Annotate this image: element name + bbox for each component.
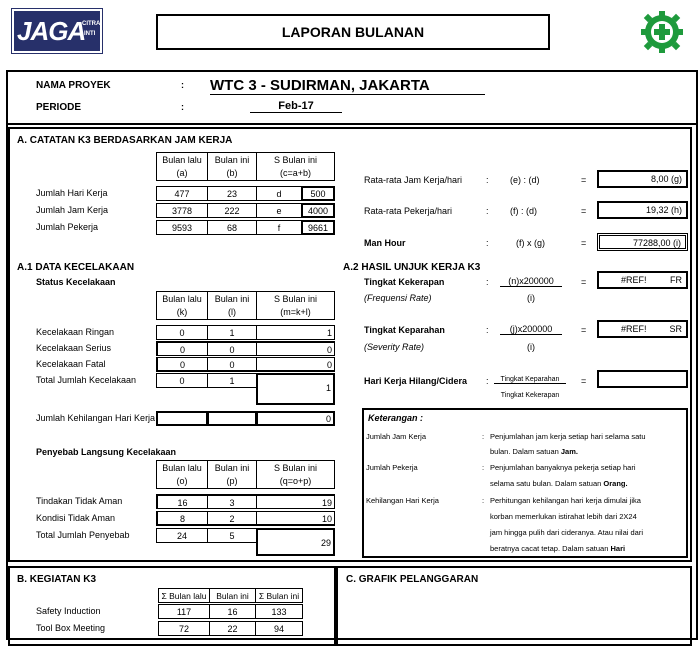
ratio-label: Man Hour: [364, 238, 406, 248]
report-title: LAPORAN BULANAN: [281, 24, 425, 40]
a1-row-value-m: 0: [256, 357, 335, 372]
cause-row-value-o: 8: [156, 511, 208, 526]
cause-row-value-p: 2: [207, 511, 257, 526]
a-row-letter: f: [256, 220, 302, 235]
section-b-title: B. KEGIATAN K3: [17, 574, 97, 585]
freq-rate-label: Tingkat Kekerapan: [364, 277, 445, 287]
lost-days-empty-cell: [156, 411, 208, 426]
sev-value: #REF!: [621, 324, 647, 334]
a-row-label: Jumlah Jam Kerja: [36, 205, 109, 215]
note-line: [490, 544, 625, 553]
a1-row-value-k: 0: [156, 357, 208, 372]
a1-subheader-k: (k): [156, 305, 208, 320]
section-a2-title: A.2 HASIL UNJUK KERJA K3: [343, 262, 481, 273]
project-colon-1: :: [181, 80, 184, 90]
b-row-value-b: 22: [209, 621, 256, 636]
a-row-letter: d: [256, 186, 302, 201]
company-logo: [12, 9, 102, 53]
sev-formula-bottom: (i): [527, 342, 535, 352]
a1-row-label: Kecelakaan Fatal: [36, 359, 106, 369]
a-row-value-a: 9593: [156, 220, 208, 235]
a-row-value-c: 500: [301, 186, 335, 201]
a1-row-value-k: 0: [156, 373, 208, 388]
sev-code: SR: [669, 324, 682, 334]
ratio-value: 19,32 (h): [597, 201, 688, 219]
cause-header-sum: S Bulan ini: [256, 460, 335, 475]
note-term: Jumlah Jam Kerja: [366, 432, 427, 441]
lost-injury-equals: =: [581, 376, 587, 386]
note-term: Kehilangan Hari Kerja: [366, 496, 439, 505]
a1-header-bulan-lalu: Bulan lalu: [156, 291, 208, 306]
status-kecelakaan-subtitle: Status Kecelakaan: [36, 277, 116, 287]
note-line: Perhitungan kehilangan hari kerja dimulai jika: [490, 496, 641, 505]
notes-title: Keterangan :: [368, 413, 424, 423]
cause-row-value-o: 16: [156, 494, 208, 509]
a1-row-value-l: 0: [207, 341, 257, 356]
note-line-text: bulan. Dalam satuan: [490, 447, 561, 456]
section-a-title: A. CATATAN K3 BERDASARKAN JAM KERJA: [17, 135, 233, 146]
cause-row-value-q: 29: [256, 528, 335, 556]
note-line: Penjumlahan banyaknya pekerja setiap hari: [490, 463, 636, 472]
section-c-title: C. GRAFIK PELANGGARAN: [346, 574, 479, 585]
ratio-equals: =: [581, 206, 587, 216]
a1-row-value-k: 0: [156, 341, 208, 356]
note-line: [490, 447, 578, 456]
a1-row-value-m: 1: [256, 325, 335, 340]
ratio-colon: :: [486, 238, 489, 248]
cause-row-label: Total Jumlah Penyebab: [36, 530, 130, 540]
a-row-label: Jumlah Hari Kerja: [36, 188, 108, 198]
b-header-sum-bulan-lalu: Σ Bulan lalu: [158, 588, 210, 603]
logo-main-text: JAGA: [17, 16, 86, 46]
b-header-bulan-ini: Bulan ini: [209, 588, 256, 603]
lost-days-value: 0: [256, 411, 335, 426]
freq-value: #REF!: [621, 275, 647, 285]
b-row-value-a: 117: [158, 604, 210, 619]
sev-colon: :: [486, 325, 489, 335]
cause-row-value-p: 3: [207, 494, 257, 509]
a1-row-value-l: 1: [207, 325, 257, 340]
sev-rate-sub: (Severity Rate): [364, 342, 425, 352]
logo-sub-text-1: CITRA: [82, 21, 101, 27]
period-label: PERIODE: [36, 102, 82, 113]
cause-row-label: Kondisi Tidak Aman: [36, 513, 116, 523]
a-header-bulan-lalu: Bulan lalu: [156, 152, 208, 167]
a-row-value-c: 4000: [301, 203, 335, 218]
lost-injury-label: Hari Kerja Hilang/Cidera: [364, 376, 468, 386]
ratio-value: 8,00 (g): [597, 170, 688, 188]
ratio-label: Rata-rata Pekerja/hari: [364, 206, 453, 216]
b-row-value-a: 72: [158, 621, 210, 636]
project-name-label: NAMA PROYEK: [36, 80, 111, 91]
note-line: jam hingga pulih dari cideranya. Atau nilai dari: [490, 528, 644, 537]
lost-injury-value-box: [597, 370, 688, 388]
logo-sub-text-2: INTI: [84, 31, 96, 37]
freq-formula-bottom: (i): [527, 293, 535, 303]
b-row-value-b: 16: [209, 604, 256, 619]
cause-row-label: Tindakan Tidak Aman: [36, 496, 123, 506]
freq-value-box: [597, 271, 688, 289]
lost-injury-bottom: Tingkat Kekerapan: [500, 392, 560, 399]
a-row-value-a: 477: [156, 186, 208, 201]
freq-formula-top: (n)x200000: [500, 276, 562, 287]
a1-row-value-l: 1: [207, 373, 257, 388]
ratio-formula: (f) : (d): [510, 206, 537, 216]
cause-header-bulan-ini: Bulan ini: [207, 460, 257, 475]
report-title-box: [156, 14, 550, 50]
cause-subheader-q: (q=o+p): [256, 474, 335, 489]
cause-row-value-p: 5: [207, 528, 257, 543]
cause-subheader-o: (o): [156, 474, 208, 489]
a1-row-value-k: 0: [156, 325, 208, 340]
a-header-bulan-ini: Bulan ini: [207, 152, 257, 167]
note-unit: Jam.: [560, 447, 578, 456]
ratio-value: 77288,00 (i): [597, 233, 688, 251]
cause-title: Penyebab Langsung Kecelakaan: [36, 447, 177, 457]
a1-subheader-l: (l): [207, 305, 257, 320]
note-colon: :: [482, 463, 485, 472]
sev-value-box: [597, 320, 688, 338]
lost-days-empty-cell: [207, 411, 257, 426]
a-row-label: Jumlah Pekerja: [36, 222, 99, 232]
note-line: korban memerlukan istirahat lebih dari 2X24: [490, 512, 637, 521]
a1-row-label: Total Jumlah Kecelakaan: [36, 375, 137, 385]
note-line-text: selama satu bulan. Dalam satuan: [490, 479, 604, 488]
note-line: Penjumlahan jam kerja setiap hari selama satu: [490, 432, 646, 441]
cause-row-value-o: 24: [156, 528, 208, 543]
ratio-formula: (f) x (g): [516, 238, 545, 248]
a1-row-value-m: 0: [256, 341, 335, 356]
lost-days-label: Jumlah Kehilangan Hari Kerja: [36, 413, 156, 423]
ratio-formula: (e) : (d): [510, 175, 540, 185]
b-row-label: Tool Box Meeting: [36, 623, 106, 633]
a-row-value-a: 3778: [156, 203, 208, 218]
a1-row-label: Kecelakaan Ringan: [36, 327, 115, 337]
b-row-value-c: 94: [255, 621, 303, 636]
a-subheader-c: (c=a+b): [256, 166, 335, 181]
a-row-value-b: 23: [207, 186, 257, 201]
a1-header-bulan-ini: Bulan ini: [207, 291, 257, 306]
ratio-label: Rata-rata Jam Kerja/hari: [364, 175, 463, 185]
note-line: [490, 479, 628, 488]
a1-row-value-l: 0: [207, 357, 257, 372]
cause-row-value-q: 10: [256, 511, 335, 526]
a-row-value-b: 222: [207, 203, 257, 218]
sev-equals: =: [581, 325, 587, 335]
note-line-text: beratnya cacat tetap. Dalam satuan: [490, 544, 611, 553]
lost-injury-colon: :: [486, 376, 489, 386]
project-name-value: WTC 3 - SUDIRMAN, JAKARTA: [210, 77, 485, 95]
ratio-equals: =: [581, 175, 587, 185]
b-row-value-c: 133: [255, 604, 303, 619]
a-row-value-c: 9661: [301, 220, 335, 235]
note-colon: :: [482, 432, 485, 441]
a1-subheader-m: (m=k+l): [256, 305, 335, 320]
a-subheader-a: (a): [156, 166, 208, 181]
ratio-colon: :: [486, 206, 489, 216]
note-colon: :: [482, 496, 485, 505]
a-header-sum-bulan-ini: S Bulan ini: [256, 152, 335, 167]
sev-formula-top: (j)x200000: [500, 324, 562, 335]
project-colon-2: :: [181, 102, 184, 112]
sev-rate-label: Tingkat Keparahan: [364, 325, 445, 335]
cause-subheader-p: (p): [207, 474, 257, 489]
note-unit: Hari: [610, 544, 626, 553]
b-header-sum-bulan-ini: Σ Bulan ini: [255, 588, 303, 603]
a-subheader-b: (b): [207, 166, 257, 181]
ratio-colon: :: [486, 175, 489, 185]
a1-row-value-m: 1: [256, 373, 335, 405]
ratio-equals: =: [581, 238, 587, 248]
period-value: Feb-17: [250, 100, 342, 113]
a-row-letter: e: [256, 203, 302, 218]
note-unit: Orang.: [603, 479, 628, 488]
cause-header-bulan-lalu: Bulan lalu: [156, 460, 208, 475]
section-a1-title: A.1 DATA KECELAKAAN: [17, 262, 135, 273]
freq-equals: =: [581, 277, 587, 287]
a1-header-sum-bulan-ini: S Bulan ini: [256, 291, 335, 306]
a1-row-label: Kecelakaan Serius: [36, 343, 112, 353]
note-term: Jumlah Pekerja: [366, 463, 418, 472]
freq-rate-sub: (Frequensi Rate): [364, 293, 432, 303]
freq-colon: :: [486, 277, 489, 287]
freq-code: FR: [670, 275, 682, 285]
b-row-label: Safety Induction: [36, 606, 101, 616]
cause-row-value-q: 19: [256, 494, 335, 509]
divider-line: [7, 123, 697, 125]
lost-injury-top: Tingkat Keparahan: [494, 376, 566, 384]
k3-safety-icon: [640, 10, 684, 54]
a-row-value-b: 68: [207, 220, 257, 235]
